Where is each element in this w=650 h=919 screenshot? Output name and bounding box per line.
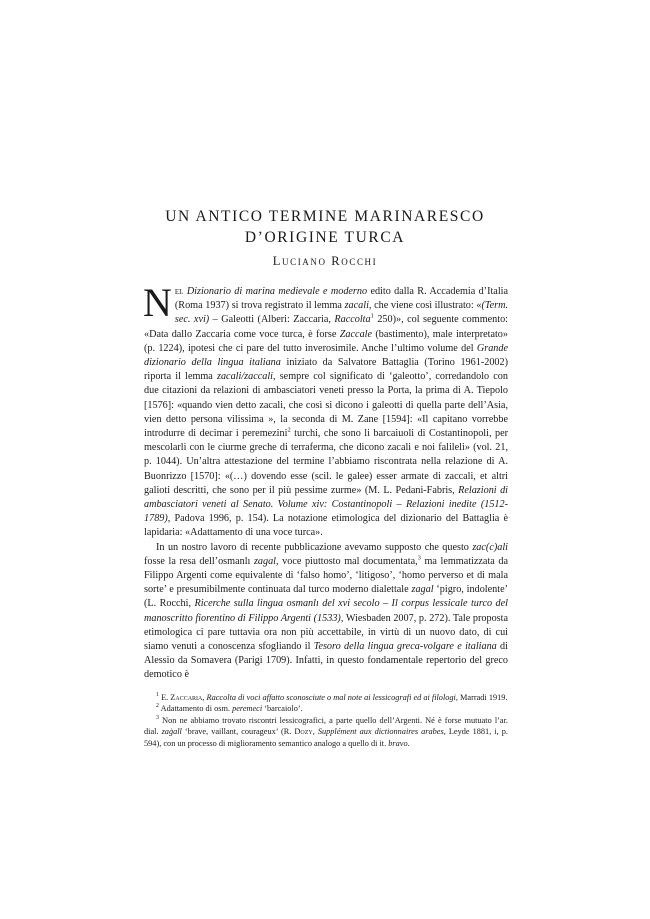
drop-cap: N	[143, 280, 172, 325]
article-title-line-2: D’ORIGINE TURCA	[244, 229, 406, 246]
article-body	[143, 280, 509, 683]
paragraph-2: In un nostro lavoro di recente pubblicazione avevamo supposto che questo zac(c)ali fosse la resa dell’osmanlı zagal, voce piuttosto mal documentata,$^3$ ma lemmatizzata da Filippo Argenti come equivalente di ‘falso homo’, ‘litigoso’, ‘homo perverso et di mala sorte’ e presumibilmente continuata dal turco moderno dialettale zagal ‘pigro, indolente’ (L. Rocchi, Ricerche sulla lingua osmanlı del xvi secolo – Il corpus lessicale turco del manoscritto fiorentino di Filippo Argenti (1533), Wiesbaden 2007, p. 272). Tale proposta etimologica ci pare tuttavia ora non più accettabile, in virtù di un nuovo dato, di cui siamo venuti a conoscenza sfogliando il Tesoro della lingua greca-volgare e italiana di Alessio da Somavera (Parigi 1709). Infatti, in questo fondamentale repertorio del greco demotico è	[144, 541, 508, 681]
footnote-1: $^1$ E. Zaccaria, Raccolta di voci affatto sconosciute o mal note ai lessicografi ed ai filologi, Marradi 1919.	[156, 692, 508, 702]
paragraph-1: Nel Dizionario di marina medievale e moderno edito dalla R. Accademia d’Italia (Roma 1937) si trova registrato il lemma zacali, che viene così illustrato: «(Term. sec. xvi) – Galeotti (Alberi: Zaccaria, Raccolta$^1$ 250)», col seguente commento: «Data dallo Zaccaria come voce turca, è forse Zaccale (bastimento), male interpretato» (p. 1224), ipotesi che ci pare del tutto inverosimile. Anche l’ultimo volume del Grande dizionario della lingua italiana iniziato da Salvatore Battaglia (Torino 1961-2002) riporta il lemma zacali/zaccali, sempre col significato di ‘galeotto’, corredandolo con due citazioni da relazioni di ambasciatori veneti presso la Porta, la prima di A. Tiepolo [1576]: «quando vien detto zacali, che così si dicono i galeotti di quella parte dell’Asia, vien detto persona vilissima », la seconda di M. Zane [1594]: «Il capitano vorrebbe introdurre di decimar i peremezini$^2$ turchi, che sono li barcaiuoli di Costantinopoli, per mescolarli con le ciurme greche di terraferma, che dicono zacali e noi falileli» (vol. 21, p. 1044). Un’altra attestazione del termine l’abbiamo riscontrata nella relazione di A. Buonrizzo [1570]: «(…) dovendo esse (scil. le galee) esser armate di zaccali, et altri galioti descritti, che sono per il più pessime zurme» (M. L. Pedani-Fabris, Relazioni di ambasciatori veneti al Senato. Volume xiv: Costantinopoli – Relazioni inedite (1512-1789), Padova 1996, p. 154). La notazione etimologica del dizionario del Battaglia è lapidaria: «Adattamento di una voce turca».	[143, 280, 509, 539]
footnote-3: $^3$ Non ne abbiamo trovato riscontri lessicografici, a parte quello dell’Argenti. Né è forse mutuato l’ar. dial. zaġall ‘brave, vaillant, courageux’ (R. Dozy, Supplément aux dictionnaires arabes, Leyde 1881, i, p. 594), con un processo di miglioramento semantico analogo a quello di it. bravo.	[144, 715, 508, 748]
author-name: Luciano Rocchi	[272, 254, 378, 268]
footnote-2: $^2$ Adattamento di osm. peremeci ‘barcaiolo’.	[156, 703, 303, 714]
article-title-line-1: UN ANTICO TERMINE MARINARESCO	[165, 208, 485, 225]
footnote-ref-1[interactable]: 1	[370, 313, 374, 321]
footnotes	[144, 692, 508, 749]
footnote-ref-2[interactable]: 2	[287, 426, 291, 434]
footnote-ref-3[interactable]: 3	[417, 554, 421, 562]
